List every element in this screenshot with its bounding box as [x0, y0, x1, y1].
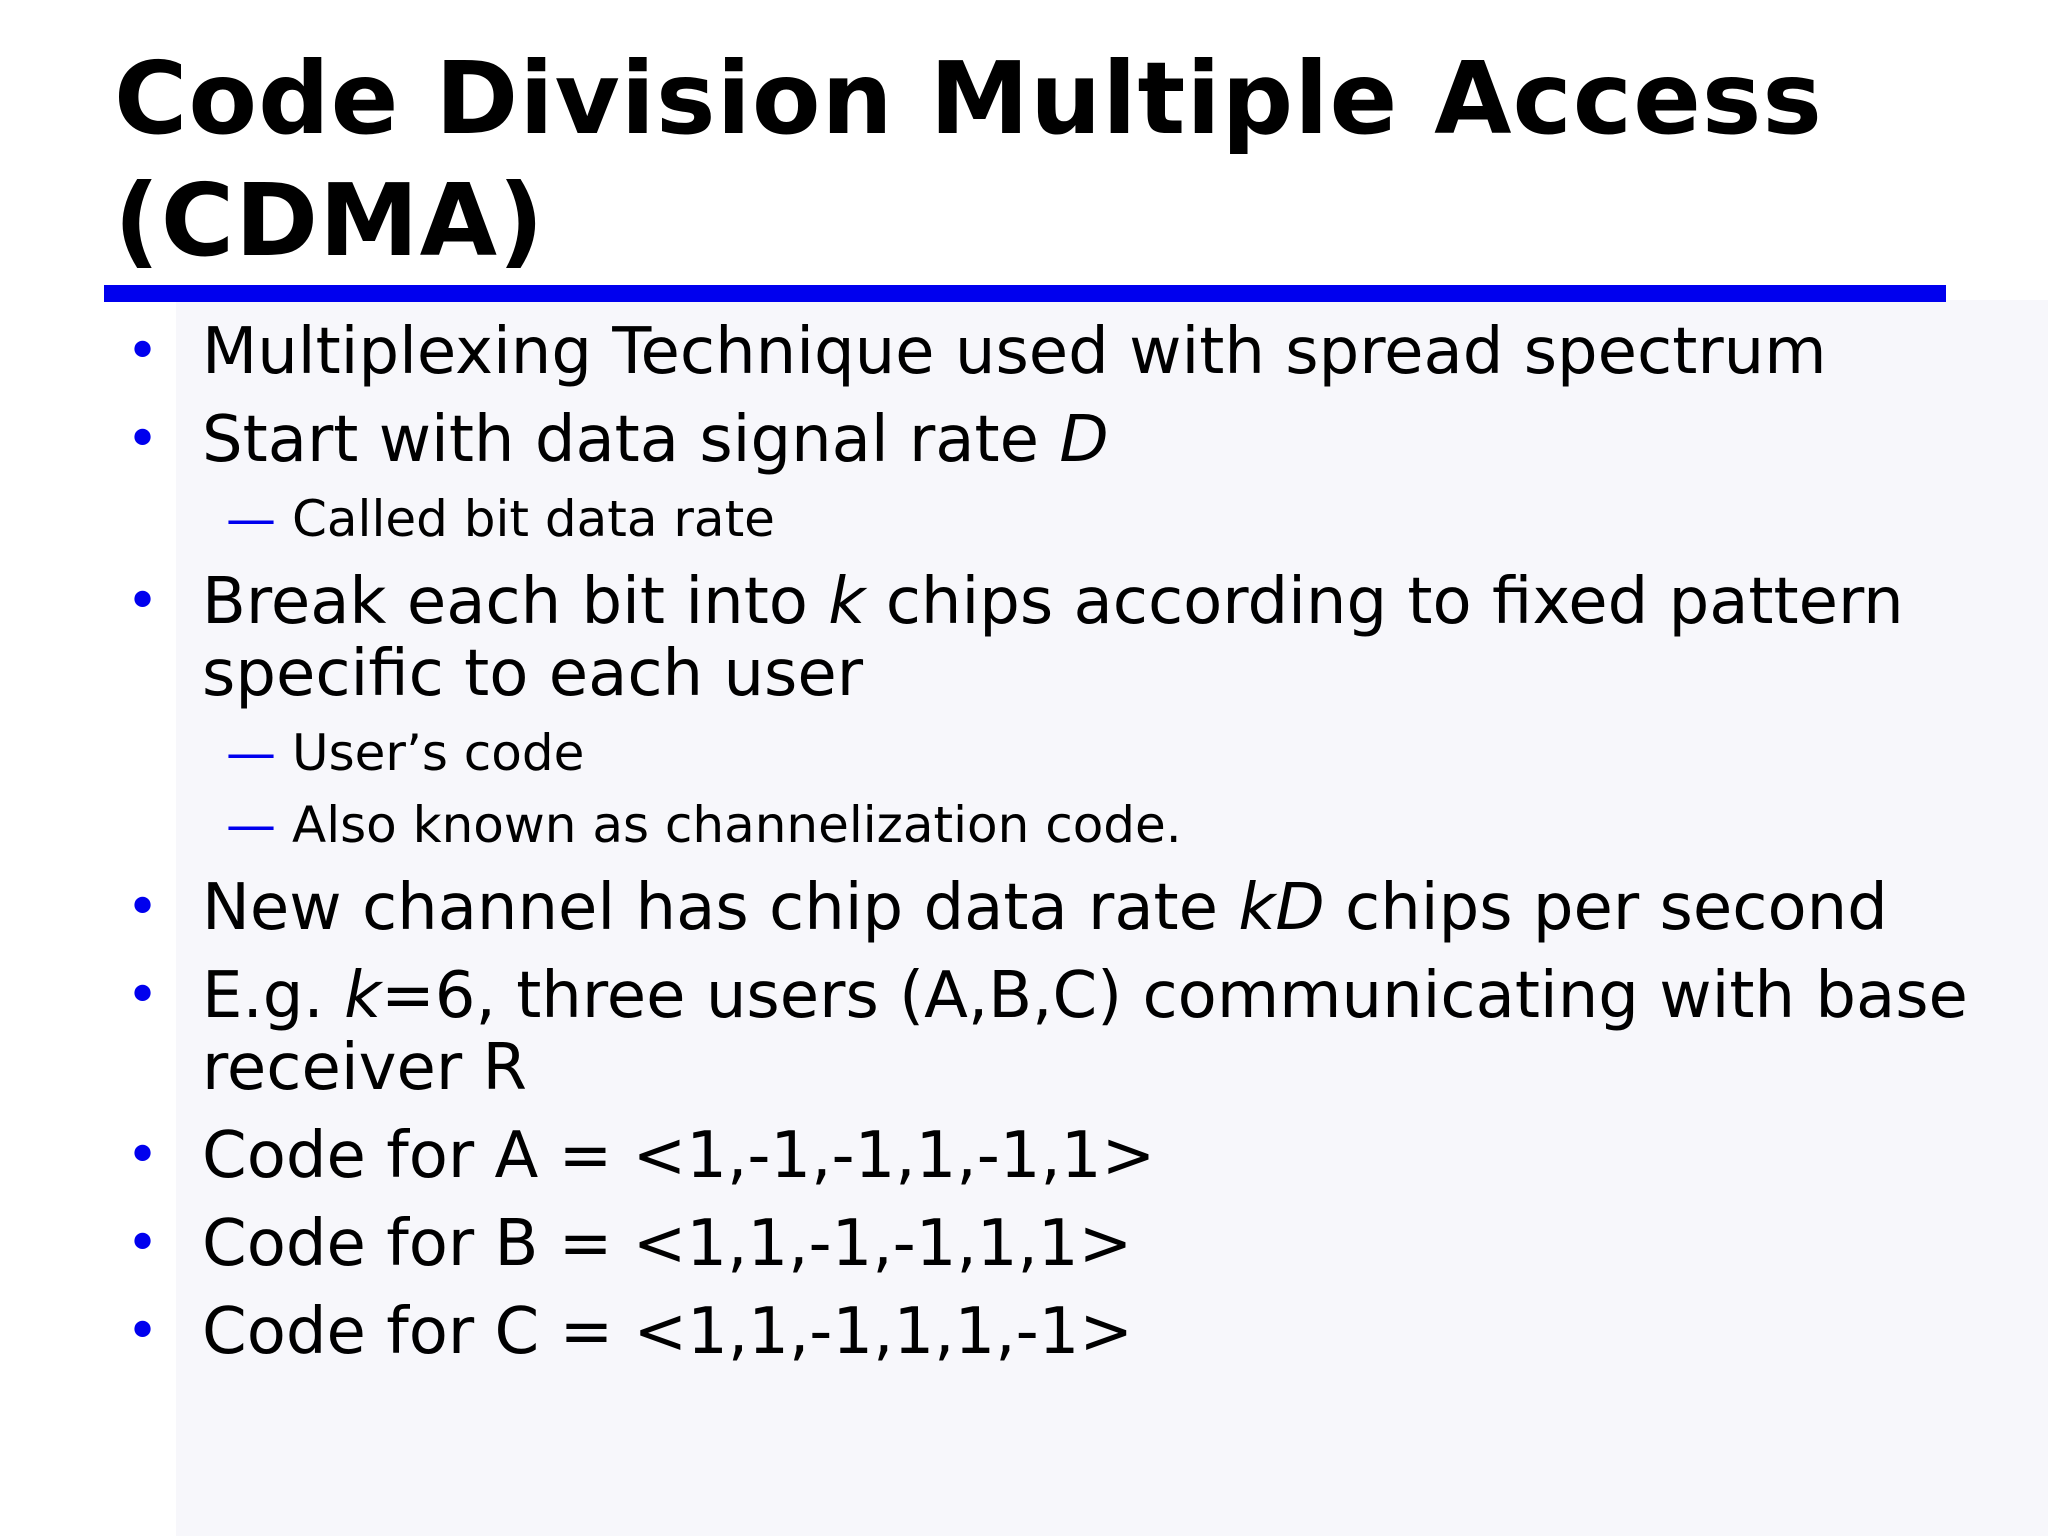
slide-title: Code Division Multiple Access (CDMA) — [114, 40, 1823, 279]
bullet-item — [126, 316, 1986, 388]
bullet-dot-icon: • — [126, 319, 160, 384]
bullet-item — [126, 404, 1986, 476]
bullet-item — [126, 1296, 1986, 1368]
sub-bullet-dash-icon: — — [226, 796, 276, 854]
sub-bullet-item — [126, 796, 1986, 854]
bullet-dot-icon: • — [126, 875, 160, 940]
bullet-item — [126, 1120, 1986, 1192]
bullet-dot-icon: • — [126, 963, 160, 1028]
bullet-item — [126, 1208, 1986, 1280]
bullet-text: chips per second — [1324, 871, 1888, 945]
bullet-text: Code for A = <1,-1,-1,1,-1,1> — [202, 1119, 1156, 1193]
sub-bullet-item — [126, 724, 1986, 782]
sub-bullet-dash-icon: — — [226, 724, 276, 782]
bullet-text: Break each bit into — [202, 565, 829, 639]
sub-bullet-dash-icon: — — [226, 490, 276, 548]
bullet-dot-icon: • — [126, 569, 160, 634]
sub-bullet-item — [126, 490, 1986, 548]
bullet-text: Multiplexing Technique used with spread spectrum — [202, 315, 1827, 389]
bullet-text: E.g. — [202, 959, 345, 1033]
bullet-dot-icon: • — [126, 407, 160, 472]
bullet-dot-icon: • — [126, 1299, 160, 1364]
bullet-list — [126, 316, 1986, 1368]
sub-bullet-text: Called bit data rate — [292, 490, 775, 548]
bullet-text: New channel has chip data rate — [202, 871, 1239, 945]
bullet-text: chips according to fixed pattern specific to each user — [202, 565, 1904, 711]
bullet-math-var: k — [344, 959, 382, 1033]
bullet-item — [126, 566, 1986, 710]
bullet-item — [126, 960, 1986, 1104]
bullet-math-var: D — [1059, 403, 1109, 477]
title-divider — [104, 285, 1946, 302]
bullet-text: Start with data signal rate — [202, 403, 1060, 477]
sub-bullet-text: Also known as channelization code. — [292, 796, 1182, 854]
sub-bullet-text: User’s code — [292, 724, 585, 782]
bullet-text: Code for C = <1,1,-1,1,1,-1> — [202, 1295, 1133, 1369]
bullet-item — [126, 872, 1986, 944]
bullet-math-var: k — [828, 565, 866, 639]
bullet-math-var: kD — [1238, 871, 1325, 945]
bullet-dot-icon: • — [126, 1211, 160, 1276]
bullet-text: =6, three users (A,B,C) communicating with base receiver R — [202, 959, 1968, 1105]
bullet-text: Code for B = <1,1,-1,-1,1,1> — [202, 1207, 1133, 1281]
bullet-dot-icon: • — [126, 1123, 160, 1188]
